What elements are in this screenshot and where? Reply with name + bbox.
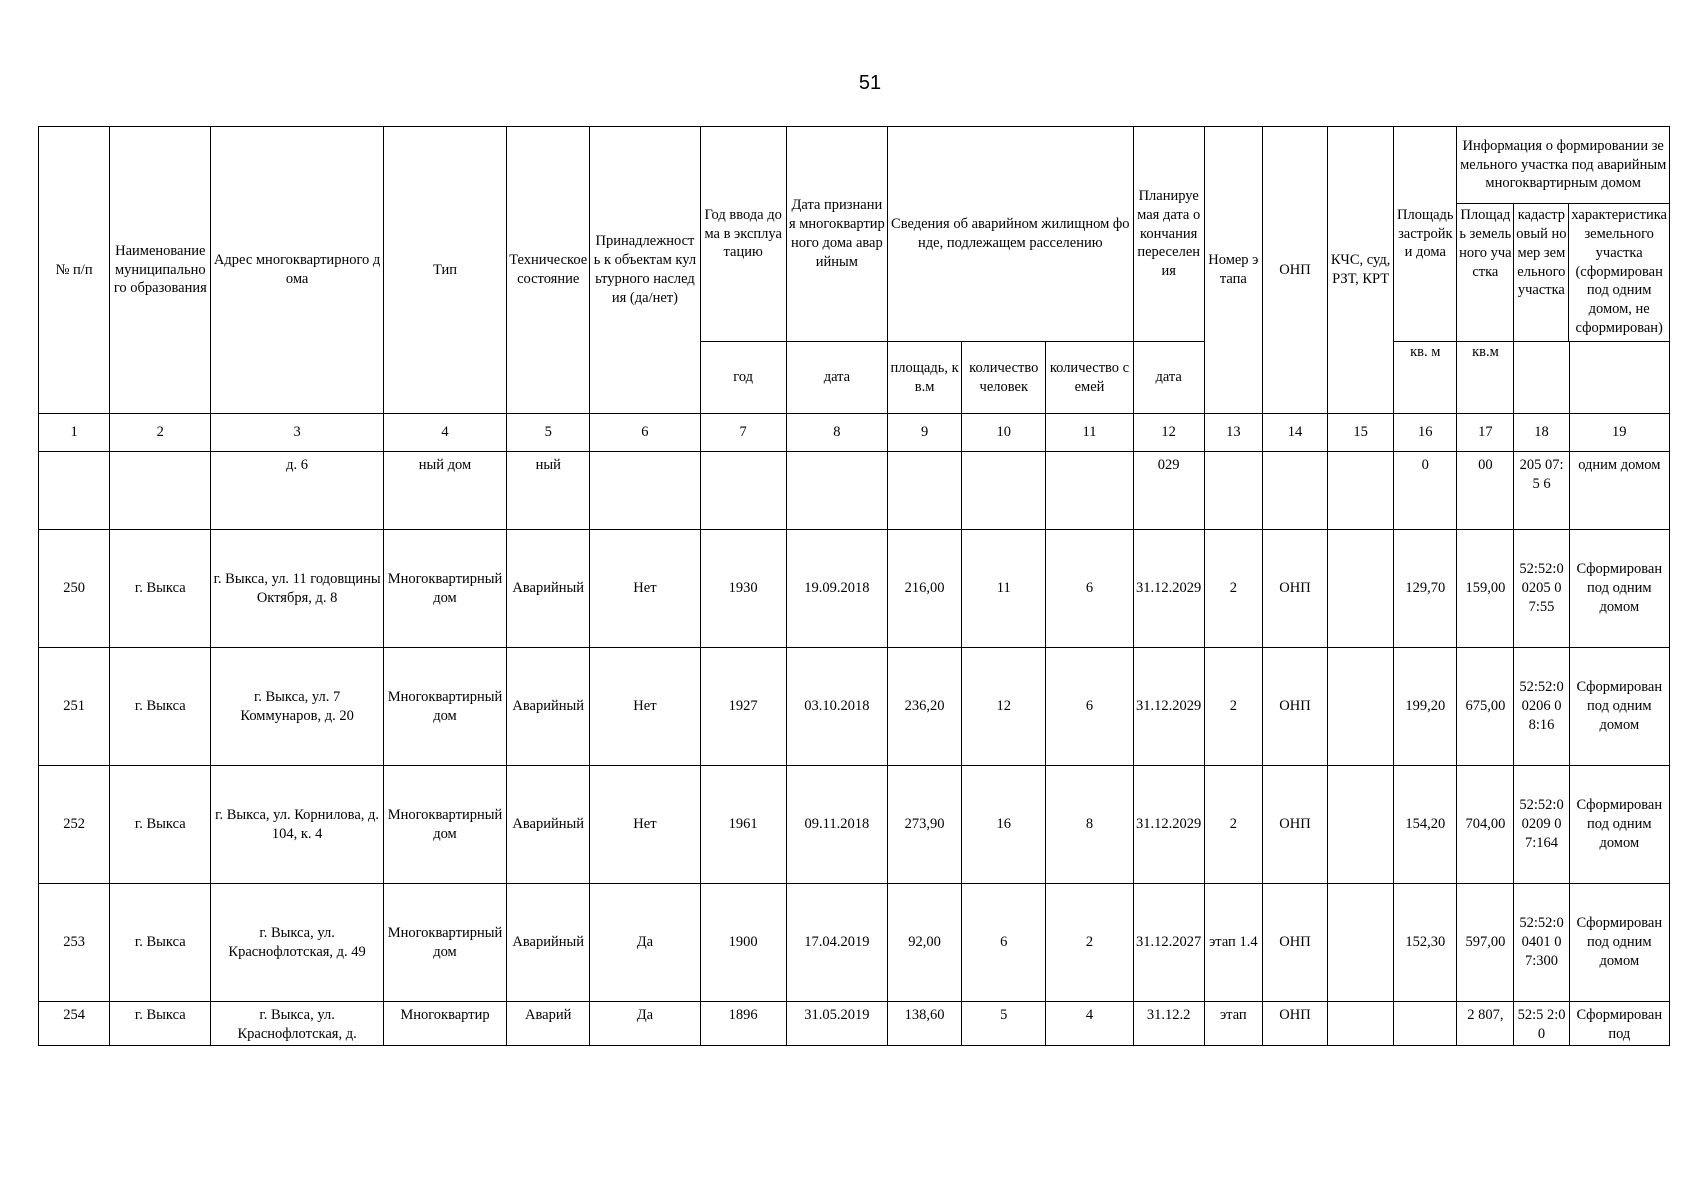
column-number: 18 [1514,414,1569,452]
table-cell: Да [590,1002,700,1046]
table-cell: Сформирован под одним домом [1569,884,1669,1002]
table-cell: 12 [962,648,1046,766]
header-cell [1569,342,1669,414]
table-cell: 159,00 [1457,530,1514,648]
table-cell: Сформирован под одним домом [1569,648,1669,766]
header-cell: количество человек [962,342,1046,414]
column-number: 4 [383,414,506,452]
header-cell: Принадлежность к объектам культурного наследия (да/нет) [590,127,700,414]
table-cell: г. Выкса, ул. Корнилова, д. 104, к. 4 [211,766,383,884]
table-cell: 31.12.2 [1133,1002,1204,1046]
header-cell: количество семей [1046,342,1133,414]
table-cell: 154,20 [1394,766,1457,884]
table-cell: 6 [1046,648,1133,766]
table-cell: г. Выкса [110,766,211,884]
table-cell: 2 [1204,766,1262,884]
table-cell: Аварийный [507,766,590,884]
table-row [39,452,1670,530]
table-cell: 0 [1394,452,1457,530]
column-number: 17 [1457,414,1514,452]
table-cell: 129,70 [1394,530,1457,648]
table-cell [1328,884,1394,1002]
table-cell: Нет [590,530,700,648]
header-group-cell: Сведения об аварийном жилищном фонде, подлежащем расселению [888,127,1134,342]
table-cell: 675,00 [1457,648,1514,766]
table-cell: 16 [962,766,1046,884]
table-cell: г. Выкса, ул. Краснофлотская, д. 49 [211,884,383,1002]
table-cell: Сформирован под одним домом [1569,530,1669,648]
header-cell: Планируемая дата окончания переселения [1133,127,1204,342]
header-cell: Площадь земельного участка [1457,204,1514,341]
table-cell: 52:52:00205 07:55 [1514,530,1569,648]
table-cell: 2 [1204,530,1262,648]
header-cell: дата [786,342,887,414]
table-cell: 31.12.2029 [1133,530,1204,648]
table-cell: 92,00 [888,884,962,1002]
column-number: 8 [786,414,887,452]
column-number: 15 [1328,414,1394,452]
table-cell: 2 [1204,648,1262,766]
table-row [39,648,1670,766]
column-number: 5 [507,414,590,452]
table-cell: одним домом [1569,452,1669,530]
table-cell: этап [1204,1002,1262,1046]
header-cell: год [700,342,786,414]
table-cell: Многоквартирный дом [383,766,506,884]
table-cell: 029 [1133,452,1204,530]
table-cell [1328,452,1394,530]
table-cell: д. 6 [211,452,383,530]
table-cell: г. Выкса, ул. 7 Коммунаров, д. 20 [211,648,383,766]
table-cell [39,452,110,530]
table-cell: ОНП [1262,766,1327,884]
header-cell: кв.м [1457,342,1514,414]
table-cell: 251 [39,648,110,766]
table-cell: Аварийный [507,884,590,1002]
housing-registry-table [38,126,1670,1046]
column-number: 12 [1133,414,1204,452]
table-cell [1046,452,1133,530]
table-cell: 152,30 [1394,884,1457,1002]
table-cell: 31.12.2027 [1133,884,1204,1002]
header-cell: Наименование муниципального образования [110,127,211,414]
header-cell: Адрес многоквартирного дома [211,127,383,414]
header-cell [1514,342,1569,414]
column-number: 7 [700,414,786,452]
table-cell [1328,766,1394,884]
table-cell: 19.09.2018 [786,530,887,648]
table-cell: Да [590,884,700,1002]
table-cell: 252 [39,766,110,884]
table-cell: ОНП [1262,884,1327,1002]
column-number: 9 [888,414,962,452]
table-cell: Сформирован под [1569,1002,1669,1046]
table-cell: 1896 [700,1002,786,1046]
table-cell: 52:52:00206 08:16 [1514,648,1569,766]
table-cell: 1961 [700,766,786,884]
table-cell: 4 [1046,1002,1133,1046]
table-cell: 138,60 [888,1002,962,1046]
table-cell: Многоквартирный дом [383,884,506,1002]
table-cell [1394,1002,1457,1046]
table-cell [1262,452,1327,530]
table-cell: г. Выкса [110,1002,211,1046]
table-cell: 254 [39,1002,110,1046]
table-cell: 704,00 [1457,766,1514,884]
table-cell: 1900 [700,884,786,1002]
table-cell: Многоквартир [383,1002,506,1046]
table-cell: 52:5 2:00 [1514,1002,1569,1046]
table-row [39,1002,1670,1046]
header-cell: дата [1133,342,1204,414]
column-number: 3 [211,414,383,452]
table-cell: Сформирован под одним домом [1569,766,1669,884]
column-number: 13 [1204,414,1262,452]
land-info-title: Информация о формировании земельного участка под аварийным многоквартирным домом [1457,127,1669,204]
table-cell [1328,648,1394,766]
table-cell [700,452,786,530]
table-cell: г. Выкса, ул. Краснофлотская, д. [211,1002,383,1046]
table-cell: ный [507,452,590,530]
table-cell: 1927 [700,648,786,766]
table-cell: 00 [1457,452,1514,530]
header-cell: кв. м [1394,342,1457,414]
table-cell: 250 [39,530,110,648]
table-cell [1328,530,1394,648]
page-number: 51 [858,72,882,94]
table-cell: 31.05.2019 [786,1002,887,1046]
table-cell: Многоквартирный дом [383,530,506,648]
table-cell: 11 [962,530,1046,648]
table-cell: 8 [1046,766,1133,884]
table-cell [1204,452,1262,530]
table-cell: 236,20 [888,648,962,766]
table-cell: 17.04.2019 [786,884,887,1002]
table-cell: г. Выкса [110,884,211,1002]
table-cell: 597,00 [1457,884,1514,1002]
table-cell: ОНП [1262,648,1327,766]
header-cell: Тип [383,127,506,414]
table-cell [110,452,211,530]
table-cell: 5 [962,1002,1046,1046]
table-cell: 1930 [700,530,786,648]
column-number: 19 [1569,414,1669,452]
table-cell: ОНП [1262,530,1327,648]
table-cell: 253 [39,884,110,1002]
header-cell: Номер этапа [1204,127,1262,414]
table-cell: Аварий [507,1002,590,1046]
table-cell: г. Выкса, ул. 11 годовщины Октября, д. 8 [211,530,383,648]
table-cell [962,452,1046,530]
table-cell: 6 [962,884,1046,1002]
table-cell: Аварийный [507,648,590,766]
header-cell: Техническое состояние [507,127,590,414]
table-cell: 09.11.2018 [786,766,887,884]
header-group-cell [1457,127,1670,342]
column-number: 10 [962,414,1046,452]
table-cell: 199,20 [1394,648,1457,766]
table-cell: 2 [1046,884,1133,1002]
table-cell: ный дом [383,452,506,530]
table-row [39,530,1670,648]
table-cell [888,452,962,530]
table-cell: 31.12.2029 [1133,766,1204,884]
table-cell: 52:52:00401 07:300 [1514,884,1569,1002]
column-number: 11 [1046,414,1133,452]
table-cell: г. Выкса [110,530,211,648]
header-row [39,127,1670,342]
table-cell: ОНП [1262,1002,1327,1046]
table-cell: г. Выкса [110,648,211,766]
table-cell: 273,90 [888,766,962,884]
land-info-subheaders [1457,204,1669,341]
header-cell: кадастровый номер земельного участка [1514,204,1569,341]
table-row [39,766,1670,884]
table-cell: Аварийный [507,530,590,648]
table-cell: 31.12.2029 [1133,648,1204,766]
header-cell: КЧС, суд, РЗТ, КРТ [1328,127,1394,414]
column-number: 1 [39,414,110,452]
header-cell: Площадь застройки дома [1394,127,1457,342]
table-cell [786,452,887,530]
header-cell: площадь, кв.м [888,342,962,414]
table-row [39,884,1670,1002]
column-number: 14 [1262,414,1327,452]
header-cell: Год ввода дома в эксплуатацию [700,127,786,342]
header-cell: ОНП [1262,127,1327,414]
header-cell: характеристика земельного участка (сформирован под одним домом, не сформирован) [1571,207,1667,337]
column-number: 16 [1394,414,1457,452]
table-cell: 03.10.2018 [786,648,887,766]
table-cell [1328,1002,1394,1046]
table-cell: 205 07:5 6 [1514,452,1569,530]
column-number: 6 [590,414,700,452]
table-cell: Нет [590,648,700,766]
table-cell: 6 [1046,530,1133,648]
table-cell: 52:52:00209 07:164 [1514,766,1569,884]
column-number: 2 [110,414,211,452]
table-cell [590,452,700,530]
column-number-row [39,414,1670,452]
table-cell: 216,00 [888,530,962,648]
table-cell: Нет [590,766,700,884]
table-cell: 2 807, [1457,1002,1514,1046]
table-cell: этап 1.4 [1204,884,1262,1002]
header-cell: Дата признания многоквартирного дома аварийным [786,127,887,342]
table-cell: Многоквартирный дом [383,648,506,766]
header-cell: № п/п [39,127,110,414]
